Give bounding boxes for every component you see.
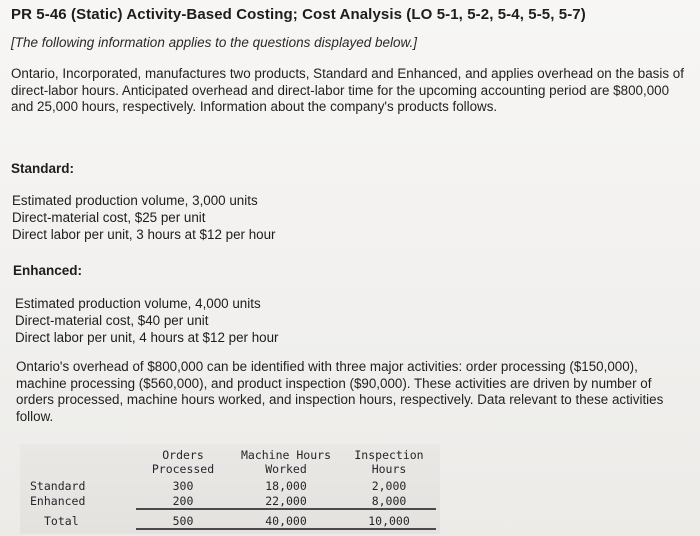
- standard-details: [12, 192, 276, 243]
- problem-note: [The following information applies to the questions displayed below.]: [11, 35, 417, 50]
- total-orders: 500: [172, 514, 194, 528]
- header-machine-line2: Worked: [265, 462, 307, 476]
- standard-heading: Standard:: [11, 161, 75, 176]
- enhanced-orders: 200: [172, 494, 194, 508]
- row-label-total: Total: [44, 514, 79, 528]
- standard-labor: Direct labor per unit, 3 hours at $12 per hour: [12, 227, 276, 242]
- enhanced-material: Direct-material cost, $40 per unit: [15, 313, 209, 328]
- enhanced-machine-hours: 22,000: [265, 494, 307, 508]
- enhanced-details: [15, 295, 279, 346]
- row-label-enhanced: Enhanced: [30, 494, 86, 508]
- standard-volume: Estimated production volume, 3,000 units: [12, 193, 258, 208]
- total-machine-hours: 40,000: [265, 514, 307, 528]
- total-inspection-hours: 10,000: [368, 514, 410, 528]
- standard-material: Direct-material cost, $25 per unit: [12, 210, 206, 225]
- standard-machine-hours: 18,000: [265, 479, 307, 493]
- intro-paragraph: Ontario, Incorporated, manufactures two products, Standard and Enhanced, and applies overhead on the basis of direct-labor hours. Anticipated overhead and direct-labor time for the upcoming accounting period are $800,000 and 25,000 hours, respectively. Information about the company's products follows.: [11, 66, 684, 114]
- enhanced-inspection-hours: 8,000: [371, 494, 407, 508]
- enhanced-volume: Estimated production volume, 4,000 units: [15, 296, 261, 311]
- header-machine-line1: Machine Hours: [240, 448, 331, 462]
- enhanced-labor: Direct labor per unit, 4 hours at $12 per hour: [15, 330, 279, 345]
- subtotal-rule: [136, 508, 436, 510]
- header-orders-line2: Processed: [151, 462, 215, 476]
- standard-inspection-hours: 2,000: [371, 479, 407, 493]
- enhanced-heading: Enhanced:: [13, 263, 83, 278]
- header-inspection-line1: Inspection: [354, 448, 424, 462]
- standard-orders: 300: [172, 479, 194, 493]
- activities-paragraph: Ontario's overhead of $800,000 can be identified with three major activities: order processing ($150,000), machine processing ($560,000), and product inspection ($90,000). These activities are driven by number of orders processed, machine hours worked, and inspection hours, respectively. Data relevant to these activities follow.: [16, 359, 664, 424]
- row-label-standard: Standard: [30, 479, 86, 493]
- header-inspection-line2: Hours: [371, 462, 407, 476]
- header-orders-line1: Orders: [162, 448, 204, 462]
- total-rule: [136, 528, 436, 530]
- problem-title: PR 5-46 (Static) Activity-Based Costing; Cost Analysis (LO 5-1, 5-2, 5-4, 5-5, 5-7): [11, 6, 586, 23]
- activity-data-table: [20, 444, 440, 534]
